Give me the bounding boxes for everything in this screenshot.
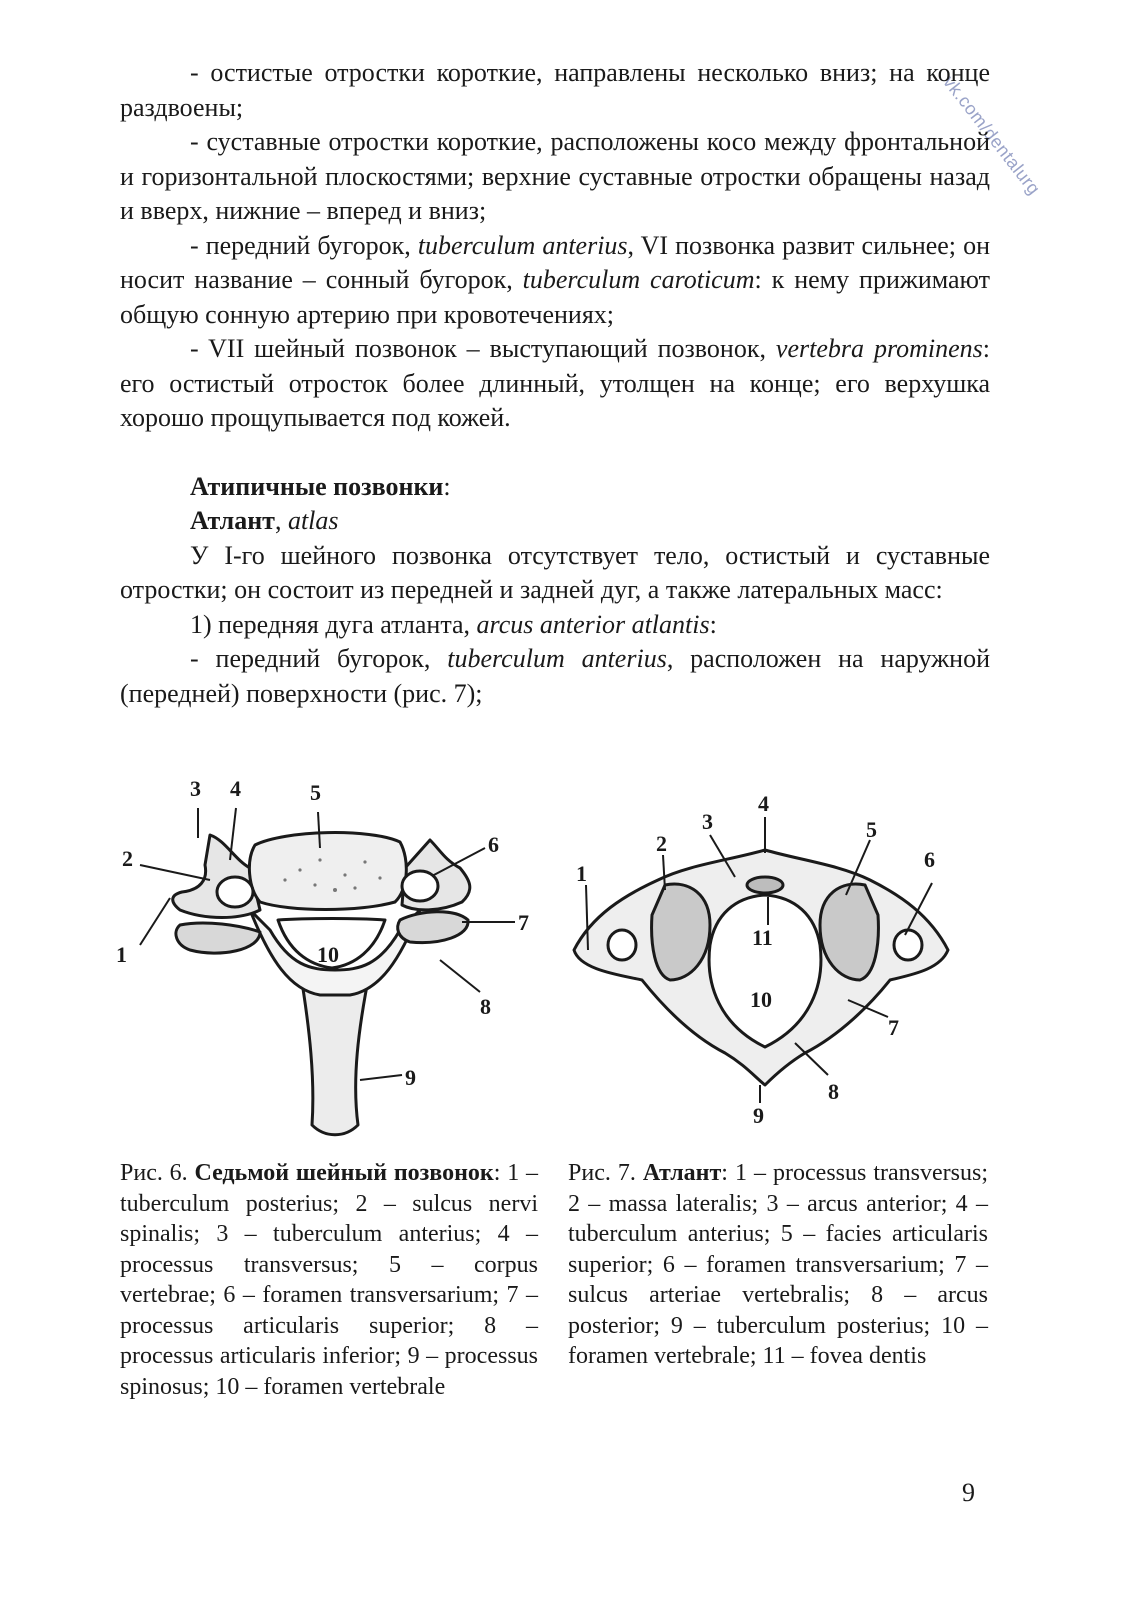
text-span: - передний бугорок, [190,230,418,260]
caption-colon: : [721,1160,728,1186]
paragraph-spinous: - остистые отростки короткие, направлены несколько вниз; на конце раздвоены; [120,58,990,122]
label-7: 7 [518,910,529,935]
paragraph-vii-vertebra [120,332,990,436]
label-7: 7 [888,1015,899,1040]
text-span: : его остистый отросток более длинный, утолщен на конце; его верхушка хорошо прощупывается под кожей. [120,334,990,432]
paragraph-anterior-tubercle [120,642,990,711]
caption-colon: : [493,1160,501,1186]
heading-latin: atlas [287,506,339,535]
paragraph-tubercle [120,229,990,333]
heading-comma: , [274,506,288,535]
label-5: 5 [310,780,321,805]
figure-7-atlas [570,785,960,1135]
label-1: 1 [576,861,587,886]
heading-colon: : [443,471,451,501]
paragraph-articular: - суставные отростки короткие, расположены косо между фронтальной и горизонтальной плоскостями; верхние суставные отростки обращены назад и вверх, нижние – вперед и вниз; [120,127,990,225]
heading-text: Атипичные позвонки [190,471,444,501]
caption-text: 1 – tuberculum posterius; 2 – sulcus nervi spinalis; 3 – tuberculum anterius; 4 – processus transversus; 5 – corpus vertebrae; 6 – foramen transversarium; 7 – processus articularis superior; 8 – processus articularis inferior; 9 – processus spinosus; 10 – foramen vertebrale [120,1160,539,1400]
caption-text: 1 – processus transversus; 2 – massa lateralis; 3 – arcus anterior; 4 – tuberculum anterius; 5 – facies articularis superior; 6 – foramen transversarium; 7 – sulcus arteriae vertebralis; 8 – arcus posterior; 9 – tuberculum posterius; 10 – foramen vertebrale; 11 – fovea dentis [568,1160,988,1369]
label-2: 2 [656,831,667,856]
label-4: 4 [758,791,769,816]
latin-term: tuberculum caroticum [522,265,755,294]
vertebra-c7-illustration [110,780,550,1150]
caption-lead: Рис. 6. [120,1160,195,1186]
section-gap [120,436,990,470]
heading-atlas [120,504,990,539]
paragraph-atlas-intro: У I-го шейного позвонка отсутствует тело, остистый и суставные отростки; он состоит из передней и задней дуг, а также латеральных масс: [120,540,990,604]
heading-atypical [120,470,990,505]
label-5: 5 [866,817,877,842]
figure-6-seventh-cervical-vertebra [110,780,550,1150]
caption-lead: Рис. 7. [568,1160,643,1186]
label-4: 4 [230,780,241,801]
text-span: : [709,609,717,639]
caption-title: Седьмой шейный позвонок [194,1160,494,1186]
text-span: , расположен на наружной (передней) поверхности (рис. 7); [120,644,990,708]
label-6: 6 [924,847,935,872]
latin-term: tuberculum anterius [417,230,628,260]
text-span: - передний бугорок, [190,644,448,673]
text-span: : к нему прижимают общую сонную артерию при кровотечениях; [120,265,990,329]
atlas-illustration [570,785,960,1135]
latin-term: tuberculum anterius [447,644,667,673]
figure-7-caption [568,1158,988,1372]
page-number: 9 [962,1478,975,1507]
label-2: 2 [122,846,133,871]
heading-text: Атлант [190,506,275,535]
text-span: 1) передняя дуга атланта, [190,609,477,639]
label-10: 10 [317,942,339,967]
body-text [120,56,990,711]
watermark: vk.com/dentalurg [939,72,1045,199]
label-10: 10 [750,987,772,1012]
text-span: , VI позвонка развит сильнее; он носит название – сонный бугорок, [120,230,990,294]
latin-term: vertebra prominens [775,334,983,363]
paragraph-anterior-arch [120,608,990,643]
caption-title: Атлант [642,1160,722,1186]
label-8: 8 [480,994,491,1019]
label-3: 3 [190,780,201,801]
label-3: 3 [702,809,713,834]
label-6: 6 [488,832,499,857]
label-1: 1 [116,942,127,967]
figure-6-caption [120,1158,538,1402]
text-span: - VII шейный позвонок – выступающий позвонок, [190,334,776,363]
latin-term: arcus anterior atlantis [476,609,710,639]
label-9: 9 [405,1065,416,1090]
label-9: 9 [753,1103,764,1128]
label-11: 11 [752,925,773,950]
label-8: 8 [828,1079,839,1104]
